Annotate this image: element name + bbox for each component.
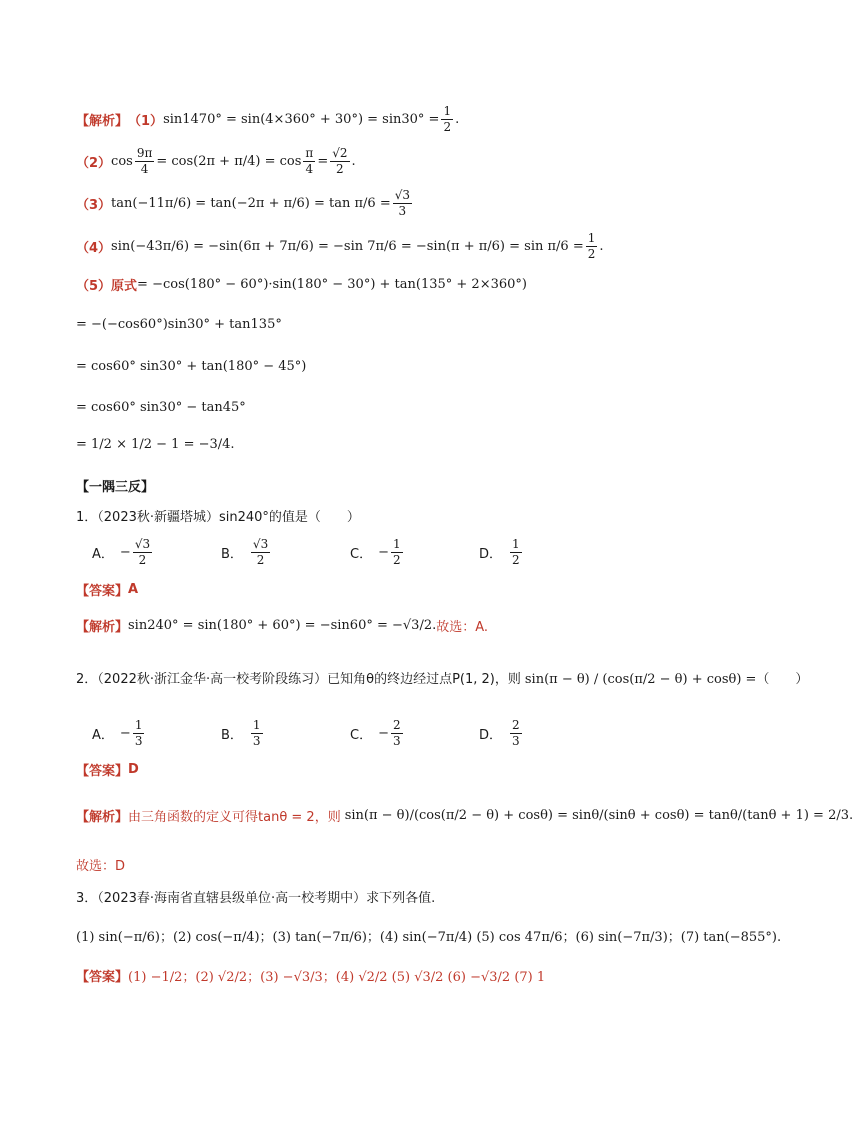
question-3-parts: (1) sin(−π/6)；(2) cos(−π/4)；(3) tan(−7π/6)；(4) sin(−7π/4) (5) cos 47π/6；(6) sin(−7π/3)；(7) tan(−855°). xyxy=(76,930,782,945)
part-label: （1） xyxy=(128,114,164,129)
option-d: D． $\frac{1}{2}$ xyxy=(479,537,520,567)
analysis-row-4: （4） sin(−43π/6) = −sin(6π + 7π/6) = −sin 7π/6 = −sin(π + π/6) = sin π/6 = $\frac{1}{2}$ . xyxy=(76,231,604,261)
analysis-row-7: = cos60° sin30° + tan(180° − 45°) xyxy=(76,359,307,374)
fraction: $\frac{√2}{2}$ xyxy=(332,146,348,176)
option-a: A． − $\frac{√3}{2}$ xyxy=(92,537,151,567)
math-expression: = −cos(180° − 60°)·sin(180° − 30°) + tan(135° + 2×360°) xyxy=(137,277,527,292)
math-expression: cos xyxy=(111,154,133,169)
option-a: A． − $\frac{1}{3}$ xyxy=(92,718,143,748)
question-1-options xyxy=(92,537,608,568)
part-label: （3） xyxy=(76,198,112,213)
analysis-row-3 xyxy=(76,188,414,219)
option-b: B． $\frac{1}{3}$ xyxy=(221,718,261,748)
question-2-options xyxy=(92,718,608,749)
part-label: （2） xyxy=(76,156,112,171)
math-expression: sin1470° = sin(4×360° + 30°) = sin30° = xyxy=(163,112,440,127)
analysis-row-9: = 1/2 × 1/2 − 1 = −3/4. xyxy=(76,437,235,452)
analysis-row-5 xyxy=(76,275,527,294)
option-c: C． − $\frac{1}{2}$ xyxy=(350,537,401,567)
question-2-stem: 2．（2022秋·浙江金华·高一校考阶段练习）已知角θ的终边经过点P(1, 2)，则 sin(π − θ) / (cos(π/2 − θ) + cosθ) =（ ） xyxy=(76,672,809,687)
fraction: $\frac{1}{2}$ xyxy=(443,104,452,134)
analysis-row-6: = −(−cos60°)sin30° + tan135° xyxy=(76,317,282,332)
fraction: $\frac{√3}{3}$ xyxy=(394,188,411,218)
math-expression: = cos(2π + π/4) = cos xyxy=(156,154,302,169)
question-3-answer: 【答案】 (1) −1/2；(2) √2/2；(3) −√3/3；(4) √2/2 (5) √3/2 (6) −√3/2 (7) 1 xyxy=(76,970,546,985)
analysis-row-1: 【解析】 （1） sin1470° = sin(4×360° + 30°) = sin30° = $\frac{1}{2}$ . xyxy=(76,104,460,134)
question-1-stem: 1．（2023秋·新疆塔城）sin240°的值是（ ） xyxy=(76,510,360,525)
option-d: D． $\frac{2}{3}$ xyxy=(479,718,520,748)
question-1-answer: 【答案】 A xyxy=(76,582,139,599)
fraction: $\frac{\pi}{4}$ xyxy=(305,146,314,176)
math-expression: tan(−11π/6) = tan(−2π + π/6) = tan π/6 = xyxy=(111,196,391,211)
option-b: B． $\frac{√3}{2}$ xyxy=(221,537,269,567)
question-2-analysis: 【解析】 由三角函数的定义可得tanθ = 2，则 sin(π − θ)/(cos(π/2 − θ) + cosθ) = sinθ/(sinθ + cosθ) = tanθ/(tanθ + 1) = 2/3. xyxy=(76,808,853,825)
question-2-answer: 【答案】 D xyxy=(76,762,139,779)
fraction: $\frac{9\pi}{4}$ xyxy=(136,146,153,176)
analysis-row-2: （2） cos $\frac{9\pi}{4}$ = cos(2π + π/4) = cos $\frac{\pi}{4}$ = $\frac{√2}{2}$ . xyxy=(76,146,356,176)
fraction: $\frac{1}{2}$ xyxy=(587,231,596,261)
option-c: C． − $\frac{2}{3}$ xyxy=(350,718,401,748)
question-1-analysis: 【解析】 sin240° = sin(180° + 60°) = −sin60° = −√3/2. 故选：A. xyxy=(76,618,489,635)
part-label: （4） xyxy=(76,241,112,256)
math-expression: sin(−43π/6) = −sin(6π + 7π/6) = −sin 7π/6 = −sin(π + π/6) = sin π/6 = xyxy=(111,239,584,254)
question-3-stem: 3．（2023春·海南省直辖县级单位·高一校考期中）求下列各值. xyxy=(76,891,436,906)
analysis-label: 【解析】 xyxy=(76,114,129,129)
section-title: 【一隅三反】 xyxy=(76,480,155,495)
question-2-conclusion: 故选：D xyxy=(76,859,126,874)
part-label: （5）原式 xyxy=(76,279,138,294)
analysis-row-8: = cos60° sin30° − tan45° xyxy=(76,400,246,415)
